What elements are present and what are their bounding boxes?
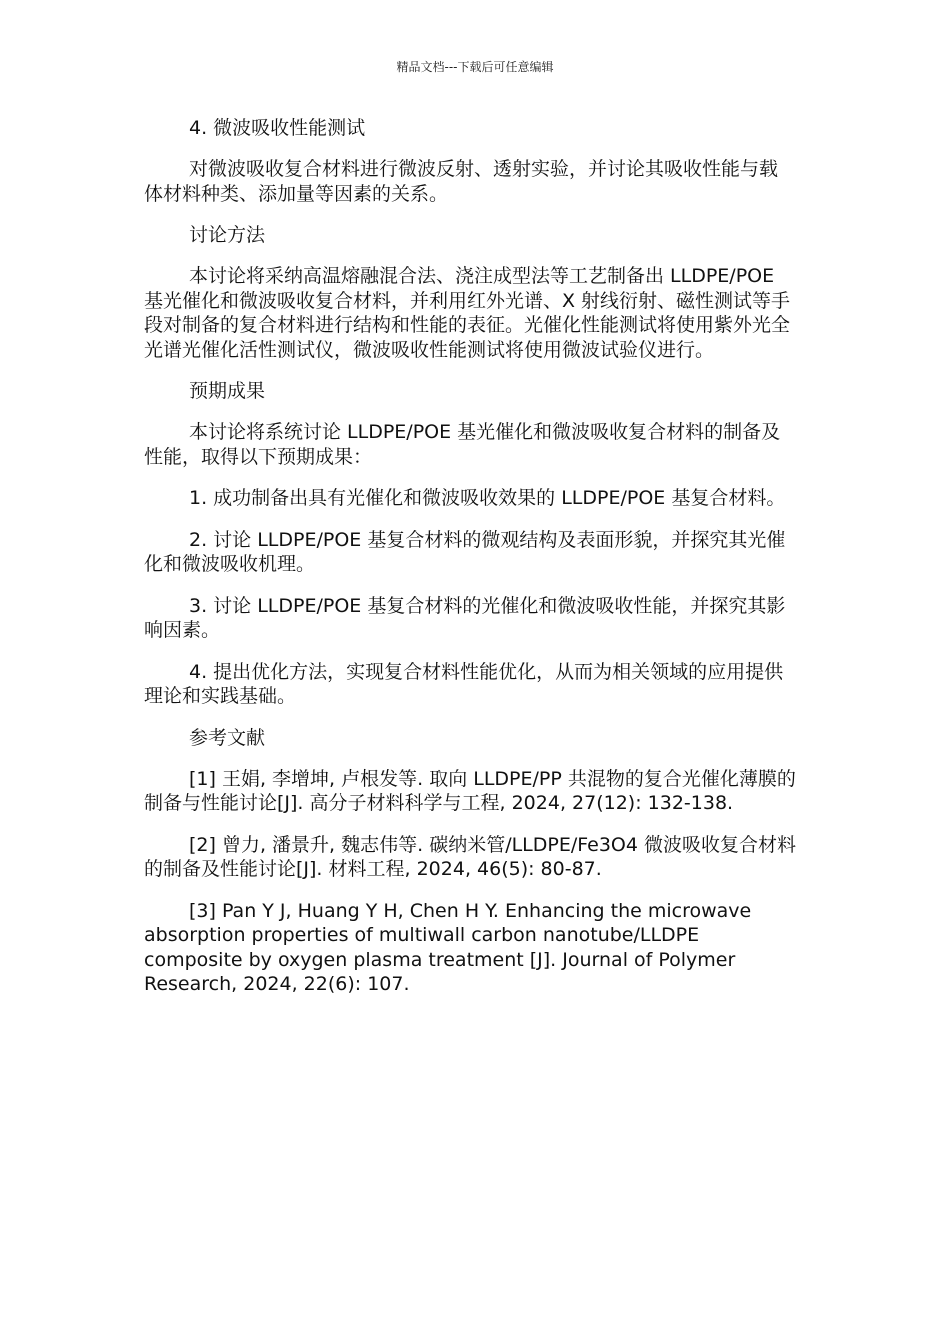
paragraph-method: 本讨论将采纳高温熔融混合法、浇注成型法等工艺制备出 LLDPE/POE 基光催化和微波吸收复合材料，并利用红外光谱、X 射线衍射、磁性测试等手段对制备的复合材料进行结构和性能的表征。光催化性能测试将使用紫外光全光谱光催化活性测试仪，微波吸收性能测试将使用微波试验仪进行。	[144, 265, 791, 361]
document-body	[144, 116, 796, 1014]
section-title-references: 参考文献	[189, 726, 266, 749]
paragraph-microwave-test: 对微波吸收复合材料进行微波反射、透射实验，并讨论其吸收性能与载体材料种类、添加量等因素的关系。	[144, 158, 779, 205]
section-title-microwave-test: 4. 微波吸收性能测试	[189, 117, 366, 139]
reference-1: [1] 王娟, 李增坤, 卢根发等. 取向 LLDPE/PP 共混物的复合光催化薄膜的制备与性能讨论[J]. 高分子材料科学与工程, 2024, 27(12): 132-138.	[144, 767, 796, 814]
reference-3: [3] Pan Y J, Huang Y H, Chen H Y. Enhancing the microwave absorption properties of multiwall carbon nanotube/LLDPE composite by oxygen plasma treatment [J]. Journal of Polymer Research, 2024, 22(6): 107.	[144, 899, 752, 995]
result-item-2: 2. 讨论 LLDPE/POE 基复合材料的微观结构及表面形貌，并探究其光催化和微波吸收机理。	[144, 528, 786, 575]
reference-2: [2] 曾力, 潘景升, 魏志伟等. 碳纳米管/LLDPE/Fe3O4 微波吸收复合材料的制备及性能讨论[J]. 材料工程, 2024, 46(5): 80-87.	[144, 833, 797, 880]
paragraph-results-intro: 本讨论将系统讨论 LLDPE/POE 基光催化和微波吸收复合材料的制备及性能，取得以下预期成果：	[144, 421, 781, 468]
result-item-4: 4. 提出优化方法，实现复合材料性能优化，从而为相关领域的应用提供理论和实践基础。	[144, 660, 784, 707]
section-title-method: 讨论方法	[189, 224, 266, 246]
page-header: 精品文档---下载后可任意编辑	[396, 60, 554, 74]
section-title-expected-results: 预期成果	[189, 380, 266, 402]
result-item-1: 1. 成功制备出具有光催化和微波吸收效果的 LLDPE/POE 基复合材料。	[189, 487, 786, 509]
result-item-3: 3. 讨论 LLDPE/POE 基复合材料的光催化和微波吸收性能，并探究其影响因素。	[144, 594, 786, 641]
